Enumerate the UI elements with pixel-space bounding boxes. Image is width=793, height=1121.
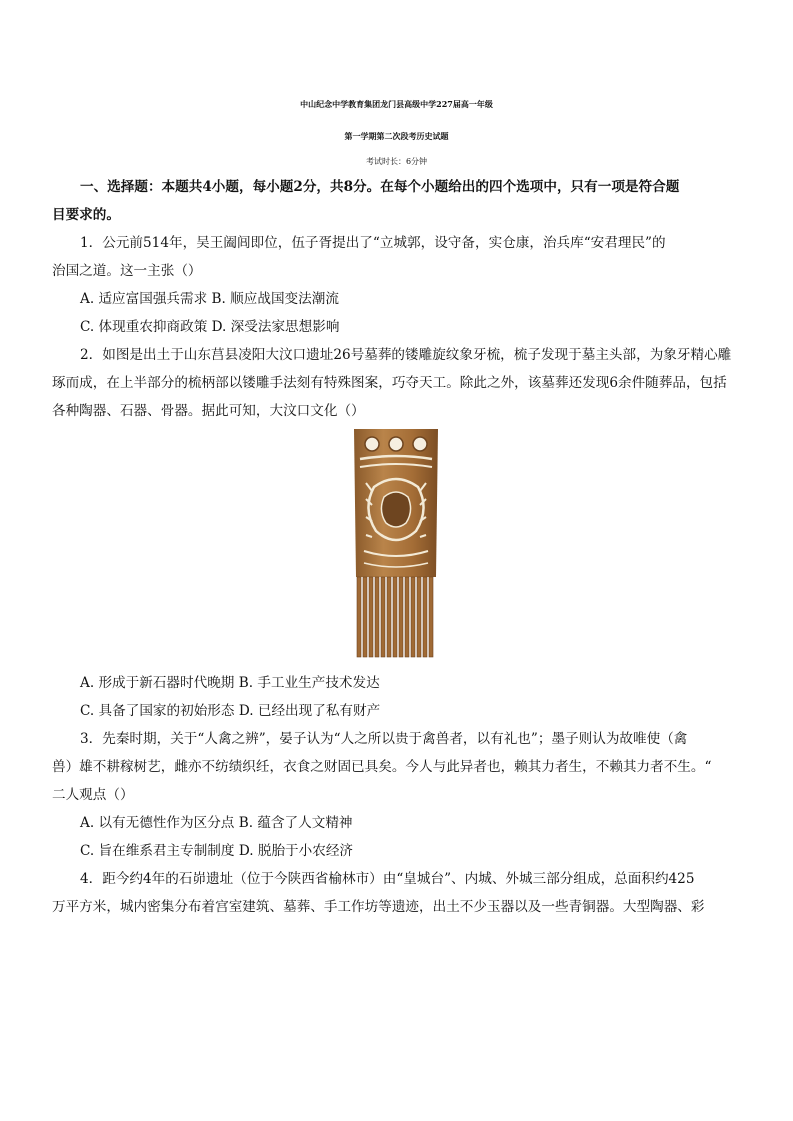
q2-stem-line2: 琢而成，在上半部分的梳柄部以镂雕手法刻有特殊图案，巧夺天工。除此之外，该墓葬还发现6余件随葬品，包括	[52, 375, 727, 391]
q3-options-ab: A. 以有无德性作为区分点 B. 蕴含了人文精神	[80, 815, 353, 831]
q2-stem-line3: 各种陶器、石器、骨器。据此可知，大汶口文化（）	[52, 403, 365, 419]
q4-stem-line1: 4．距今约4年的石峁遗址（位于今陕西省榆林市）由“皇城台”、内城、外城三部分组成，总面积约425	[80, 871, 695, 887]
q1-stem-line1: 1．公元前514年，吴王阖闾即位，伍子胥提出了“立城郭，设守备，实仓康，治兵库“安君理民”的	[80, 235, 666, 251]
q4-stem-line2: 万平方米，城内密集分布着宫室建筑、墓葬、手工作坊等遗迹，出土不少玉器以及一些青铜器。大型陶器、彩	[52, 899, 705, 915]
q3-options-cd: C. 旨在维系君主专制制度 D. 脱胎于小农经济	[80, 843, 354, 859]
q1-options-cd: C. 体现重农抑商政策 D. 深受法家思想影响	[80, 319, 340, 335]
section-instruction-line2: 目要求的。	[52, 207, 120, 223]
exam-duration: 考试时长：6分钟	[365, 157, 428, 166]
q2-options-cd: C. 具备了国家的初始形态 D. 已经出现了私有财产	[80, 703, 381, 719]
section-instruction-line1: 一、选择题：本题共4小题，每小题2分，共8分。在每个小题给出的四个选项中，只有一项是符合题	[80, 179, 680, 195]
q3-stem-line1: 3．先秦时期，关于“人禽之辨”，晏子认为“人之所以贵于禽兽者，以有礼也”；墨子则认为故唯使（禽	[80, 731, 688, 747]
exam-title-line1: 中山纪念中学教育集团龙门县高级中学227届高一年级	[300, 99, 493, 109]
q1-options-ab: A. 适应富国强兵需求 B. 顺应战国变法潮流	[80, 291, 339, 307]
q3-stem-line3: 二人观点（）	[52, 787, 134, 803]
q2-options-ab: A. 形成于新石器时代晚期 B. 手工业生产技术发达	[80, 675, 380, 691]
exam-title-line2: 第一学期第二次段考历史试题	[344, 131, 449, 141]
ivory-comb-image	[350, 427, 442, 659]
q3-stem-line2: 兽）雄不耕稼树艺，雌亦不纺绩织纴，衣食之财固已具矣。今人与此异者也，赖其力者生，不赖其力者不生。“	[52, 759, 712, 775]
q1-stem-line2: 治国之道。这一主张（）	[52, 263, 202, 279]
q2-stem-line1: 2．如图是出土于山东莒县凌阳大汶口遗址26号墓葬的镂雕旋纹象牙梳，梳子发现于墓主头部，为象牙精心雕	[80, 347, 732, 363]
